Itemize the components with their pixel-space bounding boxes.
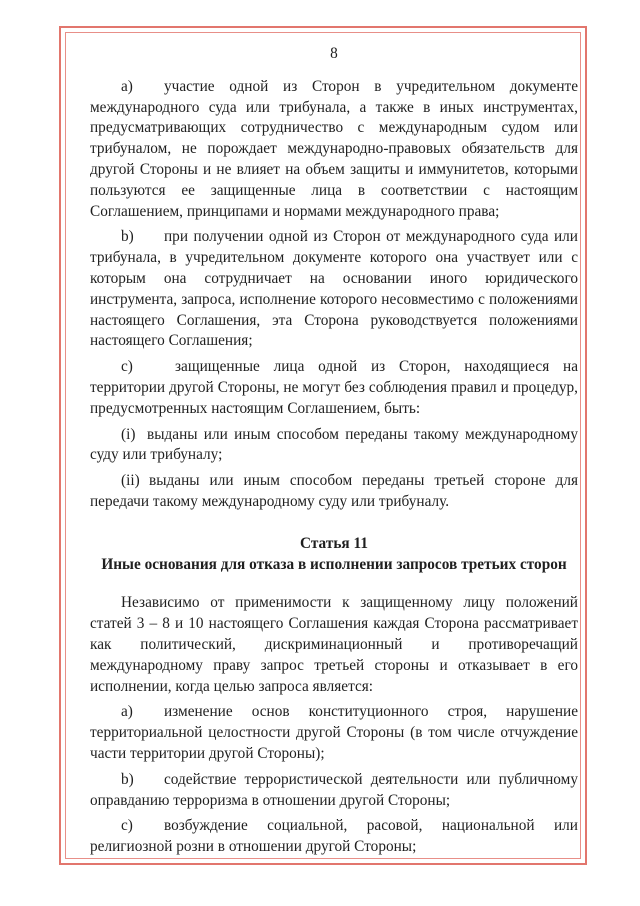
article-intro: Независимо от применимости к защищенному лицу положений статей 3 – 8 и 10 настоящего Соглашения каждая Сторона рассматривает как политический, дискриминационный и противоречащий международному праву запрос третьей стороны и отказывает в его исполнении, когда целью запроса является:: [90, 594, 578, 695]
clause-b: [90, 227, 578, 352]
article-clause-c: [90, 816, 578, 858]
clause-c-text: защищенные лица одной из Сторон, находящиеся на территории другой Стороны, не могут без соблюдения правил и процедур, предусмотренных настоящим Соглашением, быть:: [90, 358, 578, 417]
article-clause-b-label: b): [121, 770, 134, 788]
clause-c-label: с): [121, 358, 133, 376]
subclause-ii-text: выданы или иным способом переданы третьей стороне для передачи такому международному суду или трибуналу.: [90, 472, 578, 510]
subclause-ii-label: (ii): [121, 472, 140, 490]
article-clause-a-text: изменение основ конституционного строя, нарушение территориальной целостности другой Стороны (в том числе отчуждение части территории другой Стороны);: [90, 703, 578, 762]
article-number: Статья 11: [300, 534, 368, 552]
clause-a-text: участие одной из Сторон в учредительном документе международного суда или трибунала, а также в иных инструментах, предусматривающих сотрудничество с международным судом или трибуналом, не порождает международно-правовых обязательств для другой Стороны и не влияет на объем защиты и иммунитетов, которыми пользуются ее защищенные лица в соответствии с настоящим Соглашением, принципами и нормами международного права;: [90, 77, 578, 220]
document-body: [90, 44, 578, 858]
page-number: 8: [330, 45, 338, 62]
clause-c: [90, 357, 578, 419]
subclause-ii: [90, 471, 578, 513]
subclause-i-label: (i): [121, 425, 136, 443]
article-clause-b: [90, 770, 578, 812]
clause-b-text: при получении одной из Сторон от международного суда или трибунала, в учредительном документе которого она участвует или с которым она сотрудничает на основании иного юридического инструмента, запроса, исполнение которого несовместимо с положениями настоящего Соглашения, эта Сторона руководствуется положениями настоящего Соглашения;: [90, 228, 578, 350]
article-title: Иные основания для отказа в исполнении запросов третьих сторон: [101, 555, 567, 573]
article-clause-c-label: с): [121, 817, 133, 835]
clause-a-label: а): [121, 77, 133, 95]
clause-a: [90, 77, 578, 223]
article-clause-b-text: содействие террористической деятельности или публичному оправданию терроризма в отношении другой Стороны;: [90, 770, 578, 809]
article-clause-a: [90, 702, 578, 764]
article-clause-a-label: а): [121, 703, 133, 721]
article-clause-c-text: возбуждение социальной, расовой, национальной или религиозной розни в отношении другой Стороны;: [90, 817, 578, 856]
subclause-i-text: выданы или иным способом переданы такому международному суду или трибуналу;: [90, 425, 578, 464]
clause-b-label: b): [121, 228, 134, 246]
subclause-i: [90, 425, 578, 467]
